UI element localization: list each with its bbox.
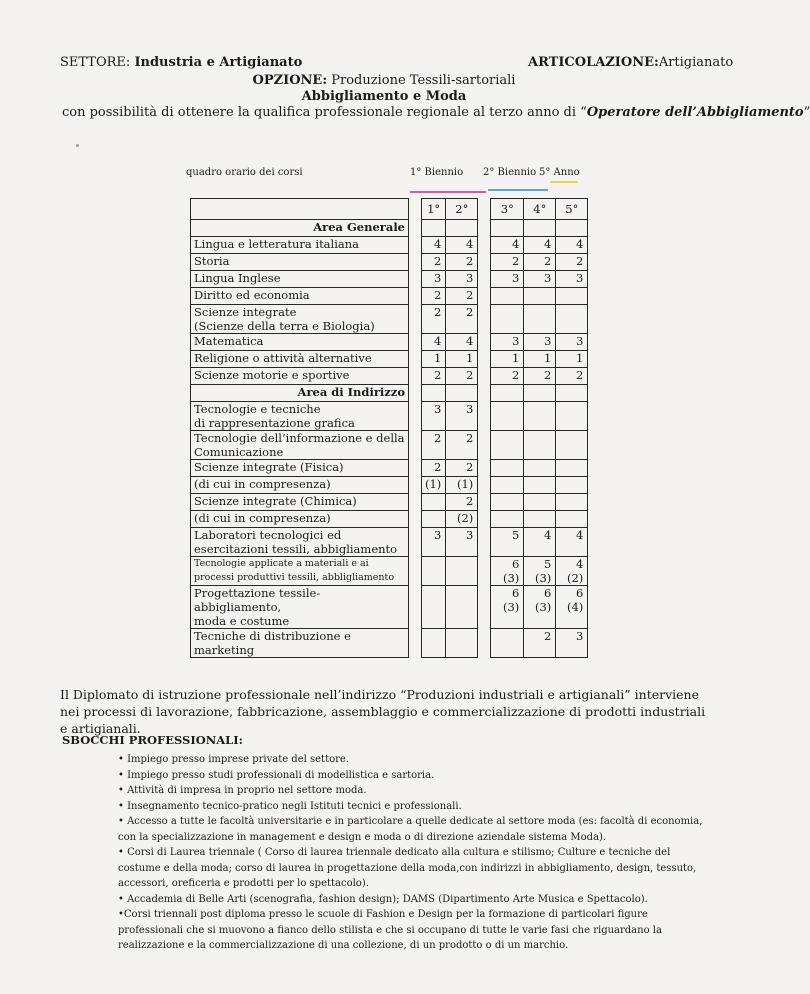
hours-cell (491, 460, 524, 477)
opzione-value: Produzione Tessili-sartoriali (331, 73, 516, 88)
hours-cell (524, 477, 556, 494)
hours-cell: 2 (446, 288, 478, 305)
hours-cell: (1) (422, 477, 446, 494)
column-gap (478, 305, 491, 334)
hours-cell: 6 (4) (556, 586, 588, 629)
legend-biennio1: 1° Biennio (410, 167, 464, 178)
hours-cell: 3 (524, 271, 556, 288)
hours-cell: 3 (422, 402, 446, 431)
column-gap (478, 494, 491, 511)
hours-cell: 5 (3) (524, 557, 556, 586)
subject-name: Scienze integrate (Fisica) (191, 460, 409, 477)
hours-cell (491, 477, 524, 494)
year-header: 5° (556, 199, 588, 220)
hours-cell: 2 (446, 460, 478, 477)
list-item: • Impiego presso imprese private del settore. (118, 754, 349, 765)
page-subtitle: Abbigliamento e Moda (301, 89, 467, 104)
subject-name: Scienze integrate (Scienze della terra e Biologia) (191, 305, 409, 334)
column-gap (478, 237, 491, 254)
hours-cell (524, 402, 556, 431)
column-gap (409, 199, 422, 220)
subject-name: Laboratori tecnologici ed esercitazioni tessili, abbigliamento (191, 528, 409, 557)
hours-cell: 3 (556, 629, 588, 658)
hours-cell (491, 511, 524, 528)
hours-cell (491, 305, 524, 334)
hours-cell (491, 494, 524, 511)
hours-cell: 5 (491, 528, 524, 557)
hours-cell (524, 288, 556, 305)
hours-cell (422, 629, 446, 658)
hours-cell: 3 (524, 334, 556, 351)
subject-name: Tecnologie e tecniche di rappresentazione grafica (191, 402, 409, 431)
hours-cell: 3 (422, 528, 446, 557)
column-gap (409, 402, 422, 431)
column-gap (478, 254, 491, 271)
hours-cell (556, 431, 588, 460)
hours-cell: 4 (524, 237, 556, 254)
table-cell (524, 220, 556, 237)
area-heading: Area di Indirizzo (191, 385, 409, 402)
column-gap (409, 368, 422, 385)
column-gap (478, 220, 491, 237)
hours-cell: 4 (556, 528, 588, 557)
hours-cell (422, 494, 446, 511)
table-row (191, 368, 588, 385)
table-cell (556, 220, 588, 237)
hours-cell: (1) (446, 477, 478, 494)
column-gap (409, 305, 422, 334)
hours-cell: 3 (556, 334, 588, 351)
hours-cell: 4 (422, 237, 446, 254)
column-gap (478, 477, 491, 494)
sbocchi-list (118, 752, 713, 954)
hours-cell: 1 (422, 351, 446, 368)
biennio2-bar (488, 189, 548, 191)
scan-dot (76, 144, 79, 147)
table-cell (422, 385, 446, 402)
hours-cell: 6 (3) (491, 586, 524, 629)
anno5-bar (550, 181, 578, 183)
column-gap (409, 334, 422, 351)
hours-cell: 2 (422, 431, 446, 460)
hours-cell (524, 305, 556, 334)
hours-cell (556, 494, 588, 511)
legend-anno5: 5° Anno (539, 167, 580, 178)
column-gap (409, 494, 422, 511)
column-gap (478, 511, 491, 528)
hours-cell (491, 431, 524, 460)
qualifica-line (62, 105, 810, 120)
hours-cell: 3 (491, 334, 524, 351)
year-header-row (191, 199, 588, 220)
column-gap (478, 199, 491, 220)
column-gap (409, 237, 422, 254)
hours-cell (491, 288, 524, 305)
column-gap (409, 351, 422, 368)
subject-name: Lingua Inglese (191, 271, 409, 288)
column-gap (478, 402, 491, 431)
column-gap (478, 528, 491, 557)
table-row (191, 271, 588, 288)
hours-cell: 1 (524, 351, 556, 368)
hours-cell: 3 (446, 402, 478, 431)
column-gap (409, 528, 422, 557)
subject-name: Storia (191, 254, 409, 271)
column-gap (409, 557, 422, 586)
column-gap (478, 460, 491, 477)
hours-cell (491, 402, 524, 431)
hours-cell: 4 (446, 237, 478, 254)
hours-cell: 2 (524, 254, 556, 271)
schedule-table (190, 198, 588, 658)
hours-cell: 4 (556, 237, 588, 254)
header-blank (191, 199, 409, 220)
hours-cell (422, 557, 446, 586)
qualifica-end: ” (803, 105, 810, 120)
table-row (191, 494, 588, 511)
table-row (191, 557, 588, 586)
column-gap (409, 511, 422, 528)
table-cell (446, 385, 478, 402)
year-header: 4° (524, 199, 556, 220)
articolazione-line (528, 55, 733, 70)
table-row (191, 402, 588, 431)
column-gap (478, 629, 491, 658)
settore-line (60, 55, 302, 70)
table-cell (446, 220, 478, 237)
hours-cell: 2 (491, 368, 524, 385)
hours-cell (446, 629, 478, 658)
hours-cell: 2 (524, 368, 556, 385)
table-row (191, 254, 588, 271)
hours-cell: 1 (491, 351, 524, 368)
column-gap (409, 220, 422, 237)
biennio1-bar (410, 191, 486, 193)
subject-name: Progettazione tessile-abbigliamento, moda e costume (191, 586, 409, 629)
table-row (191, 237, 588, 254)
table-row (191, 477, 588, 494)
qualifica-title: Operatore dell’Abbigliamento (586, 105, 804, 120)
table-cell (491, 220, 524, 237)
hours-cell: 3 (446, 528, 478, 557)
column-gap (409, 460, 422, 477)
table-row (191, 288, 588, 305)
hours-cell: 3 (491, 271, 524, 288)
list-item: • Accademia di Belle Arti (scenografia, fashion design); DAMS (Dipartimento Arte Musica e Spettacolo). (118, 893, 648, 905)
hours-cell: 2 (446, 305, 478, 334)
articolazione-value: Artigianato (658, 55, 734, 70)
hours-cell: (2) (446, 511, 478, 528)
legend-biennio2: 2° Biennio (483, 167, 537, 178)
hours-cell: 2 (524, 629, 556, 658)
hours-cell (556, 511, 588, 528)
column-gap (409, 385, 422, 402)
hours-cell (524, 460, 556, 477)
hours-cell: 2 (422, 460, 446, 477)
hours-cell: 1 (556, 351, 588, 368)
hours-cell: 4 (491, 237, 524, 254)
column-gap (478, 385, 491, 402)
subject-name: Tecnologie applicate a materiali e ai processi produttivi tessili, abbligliamento (191, 557, 409, 586)
table-cell (556, 385, 588, 402)
legend-title: quadro orario dei corsi (186, 167, 303, 178)
hours-cell: 2 (556, 254, 588, 271)
column-gap (478, 368, 491, 385)
hours-cell (422, 511, 446, 528)
area-row (191, 220, 588, 237)
year-header: 3° (491, 199, 524, 220)
hours-cell: 4 (422, 334, 446, 351)
diploma-text: Il Diplomato di istruzione professionale nell’indirizzo “Produzioni industriali e artigianali” interviene nei processi di lavorazione, fabbricazione, assemblaggio e commercializzazione di prodotti industriali e artigianali. (60, 687, 706, 736)
subject-name: Tecnologie dell’informazione e della Comunicazione (191, 431, 409, 460)
table-row (191, 351, 588, 368)
table-row (191, 586, 588, 629)
subject-name: Scienze motorie e sportive (191, 368, 409, 385)
list-item: • Accesso a tutte le facoltà universitarie e in particolare a quelle dedicate al settore moda (es: facoltà di economia, con la specializzazione in management e design e moda o di direzione aziendale sistema Moda). (118, 816, 703, 843)
table-row (191, 629, 588, 658)
table-row (191, 431, 588, 460)
column-gap (478, 334, 491, 351)
table-cell (524, 385, 556, 402)
subject-name: Diritto ed economia (191, 288, 409, 305)
subject-name: Matematica (191, 334, 409, 351)
hours-cell: 2 (446, 254, 478, 271)
hours-cell: 2 (446, 494, 478, 511)
table-row (191, 460, 588, 477)
table-cell (422, 220, 446, 237)
subject-name: Scienze integrate (Chimica) (191, 494, 409, 511)
hours-cell: 2 (446, 368, 478, 385)
hours-cell: 2 (491, 254, 524, 271)
settore-label: SETTORE: (60, 55, 131, 70)
qualifica-text: con possibilità di ottenere la qualifica professionale regionale al terzo anno di “ (62, 105, 587, 120)
list-item: • Impiego presso studi professionali di modellistica e sartoria. (118, 769, 435, 781)
opzione-label: OPZIONE: (252, 73, 328, 88)
column-gap (409, 254, 422, 271)
hours-cell: 2 (446, 431, 478, 460)
hours-cell (422, 586, 446, 629)
hours-cell: 4 (524, 528, 556, 557)
column-gap (409, 629, 422, 658)
list-item: • Insegnamento tecnico-pratico negli Istituti tecnici e professionali. (118, 800, 462, 812)
table-cell (491, 385, 524, 402)
hours-cell (556, 402, 588, 431)
hours-cell (524, 431, 556, 460)
hours-cell (524, 511, 556, 528)
area-row (191, 385, 588, 402)
hours-cell (491, 629, 524, 658)
hours-cell (446, 586, 478, 629)
hours-cell (446, 557, 478, 586)
hours-cell: 2 (422, 254, 446, 271)
hours-cell: 3 (446, 271, 478, 288)
year-header: 1° (422, 199, 446, 220)
column-gap (409, 586, 422, 629)
list-item: • Corsi di Laurea triennale ( Corso di laurea triennale dedicato alla cultura e stilismo; Culture e tecniche del costume e della moda; corso di laurea in progettazione della moda,con indirizzi in abbigliamento, design, tessuto, accessori, oreficeria e prodotti per lo spettacolo). (118, 847, 697, 889)
settore-value: Industria e Artigianato (134, 55, 303, 70)
hours-cell: 6 (3) (491, 557, 524, 586)
column-gap (478, 586, 491, 629)
column-gap (478, 271, 491, 288)
table-row (191, 511, 588, 528)
column-gap (409, 431, 422, 460)
hours-cell (556, 477, 588, 494)
opzione-line (0, 73, 768, 88)
hours-cell: 2 (422, 368, 446, 385)
subject-name: Tecniche di distribuzione e marketing (191, 629, 409, 658)
list-item: • Attività di impresa in proprio nel settore moda. (118, 785, 367, 796)
hours-cell (524, 494, 556, 511)
column-gap (409, 477, 422, 494)
hours-cell: 3 (556, 271, 588, 288)
hours-cell: 6 (3) (524, 586, 556, 629)
hours-cell: 4 (446, 334, 478, 351)
area-heading: Area Generale (191, 220, 409, 237)
column-gap (478, 351, 491, 368)
hours-cell (556, 288, 588, 305)
hours-cell: 3 (422, 271, 446, 288)
hours-cell: 2 (422, 305, 446, 334)
column-gap (409, 271, 422, 288)
hours-cell (556, 305, 588, 334)
column-gap (478, 288, 491, 305)
year-header: 2° (446, 199, 478, 220)
list-item: •Corsi triennali post diploma presso le scuole di Fashion e Design per la formazione di particolari figure professionali che si muovono a fianco dello stilista e che si occupano di tutte le varie fasi che riguardano la realizzazione e la commercializzazione di una collezione, di un prodotto o di un marchio. (118, 909, 662, 951)
column-gap (478, 431, 491, 460)
subject-name: (di cui in compresenza) (191, 477, 409, 494)
column-gap (409, 288, 422, 305)
hours-cell (556, 460, 588, 477)
hours-cell: 2 (422, 288, 446, 305)
subject-name: Religione o attività alternative (191, 351, 409, 368)
table-row (191, 528, 588, 557)
table-row (191, 334, 588, 351)
hours-cell: 4 (2) (556, 557, 588, 586)
articolazione-label: ARTICOLAZIONE: (528, 55, 659, 70)
column-gap (478, 557, 491, 586)
subject-name: Lingua e letteratura italiana (191, 237, 409, 254)
subject-name: (di cui in compresenza) (191, 511, 409, 528)
sbocchi-title: SBOCCHI PROFESSIONALI: (62, 733, 243, 747)
hours-cell: 1 (446, 351, 478, 368)
hours-cell: 2 (556, 368, 588, 385)
table-row (191, 305, 588, 334)
